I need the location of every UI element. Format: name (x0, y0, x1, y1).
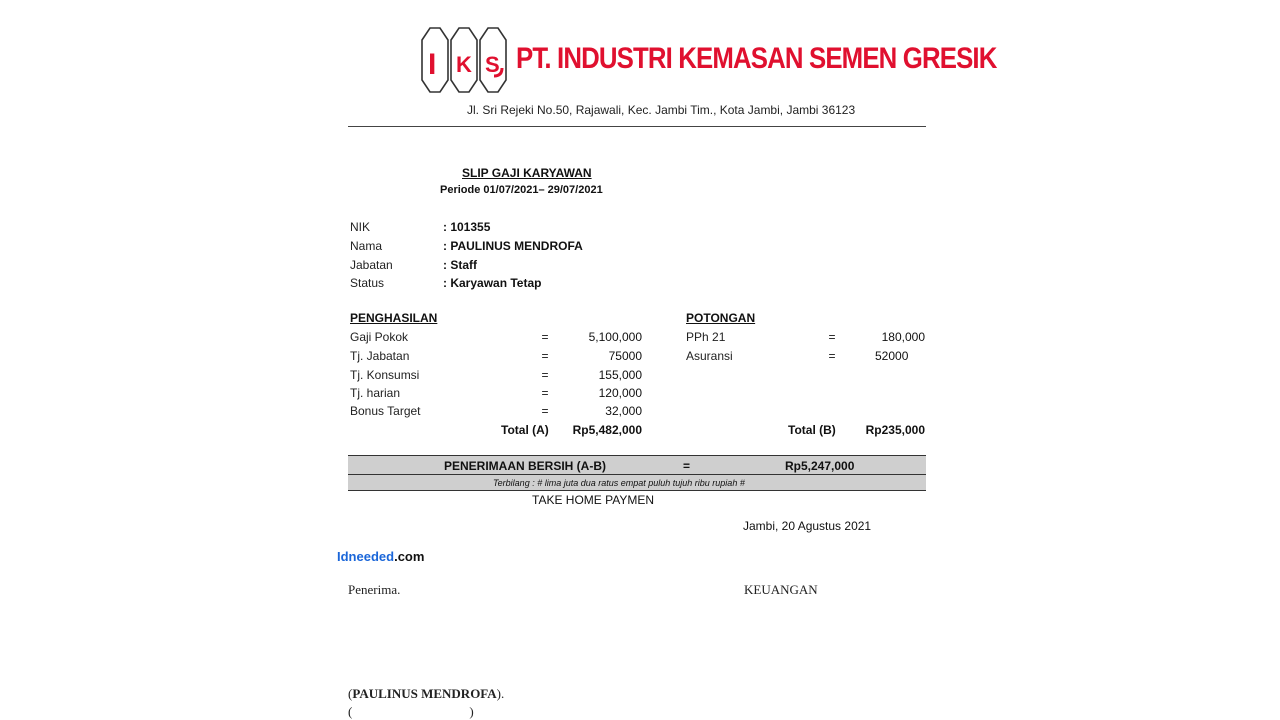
deduction-heading: POTONGAN (686, 311, 756, 325)
income-row-label: Gaji Pokok (350, 330, 409, 344)
svg-text:I: I (428, 48, 437, 81)
company-name: PT. INDUSTRI KEMASAN SEMEN GRESIK (516, 42, 997, 75)
income-row-eq: = (541, 404, 549, 418)
watermark-domain: .com (394, 549, 425, 564)
paren-close: ). (496, 686, 505, 701)
position-value: : Staff (443, 258, 477, 272)
income-row-amount: 5,100,000 (588, 330, 642, 344)
svg-text:S: S (485, 52, 500, 77)
income-row-label: Bonus Target (350, 404, 421, 418)
net-pay-value: Rp5,247,000 (785, 459, 855, 473)
position-label: Jabatan (350, 258, 393, 272)
income-row-label: Tj. harian (350, 386, 401, 400)
nik-value: : 101355 (443, 220, 491, 234)
income-row-label: Tj. Konsumsi (350, 368, 420, 382)
recipient-label: Penerima. (348, 582, 401, 597)
name-value: : PAULINUS MENDROFA (443, 239, 583, 253)
finance-label: KEUANGAN (744, 582, 818, 597)
deduction-row-label: PPh 21 (686, 330, 726, 344)
deduction-row-label: Asuransi (686, 349, 733, 363)
net-pay-label: PENERIMAAN BERSIH (A-B) (444, 459, 606, 473)
income-row-amount: 75000 (608, 349, 642, 363)
income-total-label: Total (A) (501, 423, 549, 437)
deduction-row-amount: 52000 (875, 349, 909, 363)
deduction-row-eq: = (828, 349, 836, 363)
status-value: : Karyawan Tetap (443, 276, 542, 290)
take-home-label: TAKE HOME PAYMEN (532, 493, 655, 507)
finance-signature-blank: ( ) (348, 704, 474, 719)
income-row-amount: 120,000 (598, 386, 642, 400)
slip-period: Periode 01/07/2021– 29/07/2021 (440, 184, 603, 196)
deduction-row-eq: = (828, 330, 836, 344)
terbilang-text: Terbilang : # lima juta dua ratus empat puluh tujuh ribu rupiah # (493, 478, 745, 488)
income-row-eq: = (541, 386, 549, 400)
nik-label: NIK (350, 220, 371, 234)
income-row-eq: = (541, 330, 549, 344)
income-heading: PENGHASILAN (350, 311, 438, 325)
header-divider (348, 126, 926, 127)
income-row-amount: 32,000 (605, 404, 642, 418)
watermark (337, 549, 424, 564)
income-row-eq: = (541, 368, 549, 382)
deduction-total-value: Rp235,000 (865, 423, 925, 437)
recipient-name: PAULINUS MENDROFA (352, 686, 497, 701)
svg-text:K: K (456, 52, 472, 77)
company-logo (420, 26, 510, 94)
status-label: Status (350, 276, 385, 290)
signing-date: Jambi, 20 Agustus 2021 (743, 519, 872, 533)
name-label: Nama (350, 239, 383, 253)
income-row-label: Tj. Jabatan (350, 349, 410, 363)
net-pay-eq: = (683, 459, 691, 473)
recipient-signature-name (348, 686, 504, 702)
income-row-amount: 155,000 (598, 368, 642, 382)
income-row-eq: = (541, 349, 549, 363)
watermark-brand: Idneeded (337, 549, 395, 564)
deduction-row-amount: 180,000 (881, 330, 925, 344)
slip-title: SLIP GAJI KARYAWAN (462, 166, 592, 180)
income-total-value: Rp5,482,000 (572, 423, 642, 437)
paren-open: ( (348, 686, 353, 701)
company-address: Jl. Sri Rejeki No.50, Rajawali, Kec. Jambi Tim., Kota Jambi, Jambi 36123 (467, 103, 856, 117)
deduction-total-label: Total (B) (788, 423, 836, 437)
